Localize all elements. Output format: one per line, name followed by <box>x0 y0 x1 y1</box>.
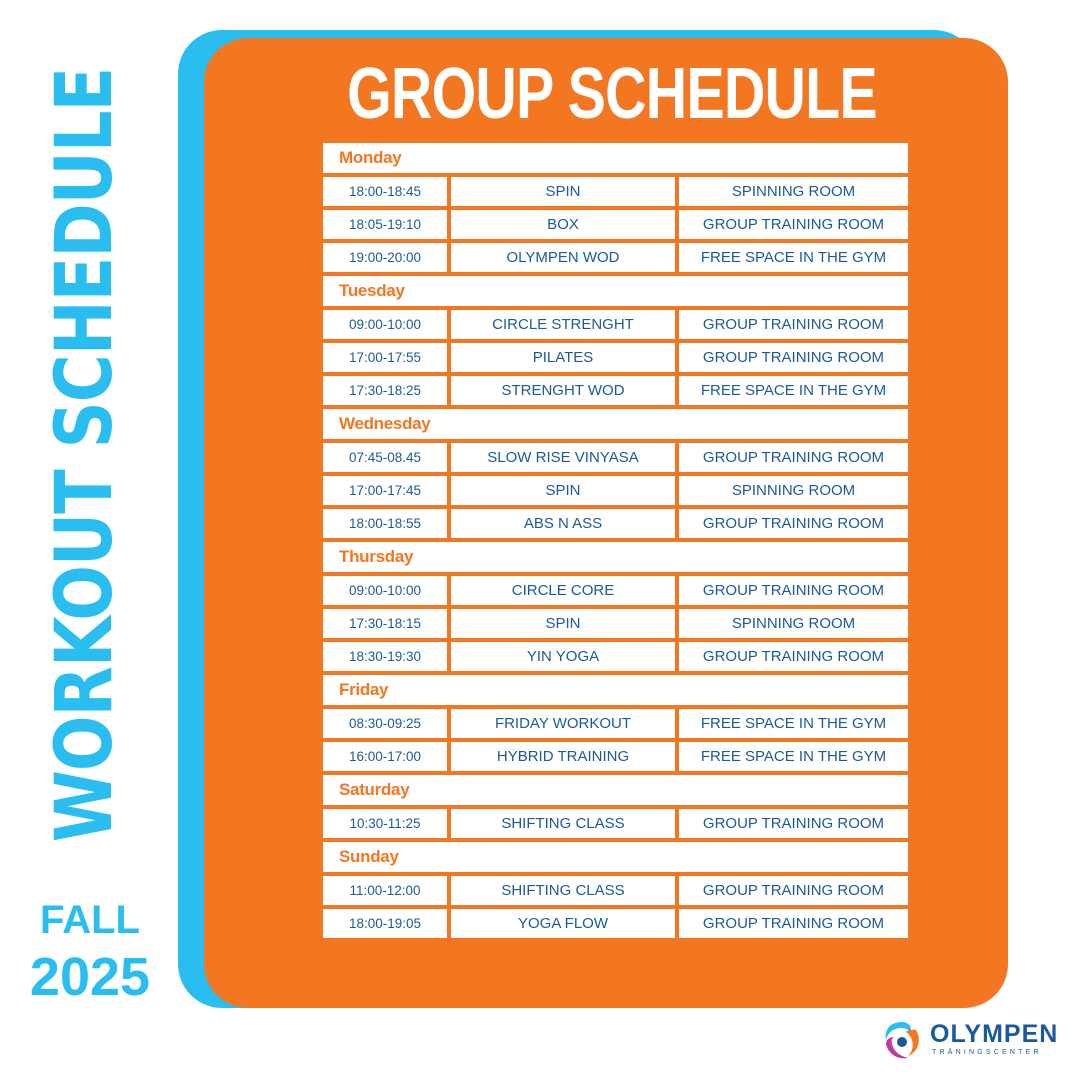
session-class: SPIN <box>451 177 675 206</box>
schedule-row <box>323 576 908 605</box>
schedule-row <box>323 709 908 738</box>
session-time: 17:30-18:25 <box>323 376 447 405</box>
session-time: 17:00-17:55 <box>323 343 447 372</box>
schedule-row <box>323 310 908 339</box>
session-class: STRENGHT WOD <box>451 376 675 405</box>
season-year: 2025 <box>29 947 151 1007</box>
session-room: SPINNING ROOM <box>679 609 908 638</box>
session-class: CIRCLE STRENGHT <box>451 310 675 339</box>
session-room: FREE SPACE IN THE GYM <box>679 376 908 405</box>
session-class: ABS N ASS <box>451 509 675 538</box>
olympen-logo <box>880 1018 1060 1064</box>
side-title: WORKOUT SCHEDULE <box>40 67 130 843</box>
olympen-swirl-icon <box>880 1018 924 1062</box>
session-class: CIRCLE CORE <box>451 576 675 605</box>
day-header-wednesday: Wednesday <box>323 409 908 439</box>
schedule-table <box>323 143 908 942</box>
page-title: GROUP SCHEDULE <box>347 54 877 134</box>
session-room: GROUP TRAINING ROOM <box>679 443 908 472</box>
session-time: 09:00-10:00 <box>323 576 447 605</box>
schedule-row <box>323 876 908 905</box>
session-class: SHIFTING CLASS <box>451 809 675 838</box>
session-time: 17:00-17:45 <box>323 476 447 505</box>
session-time: 10:30-11:25 <box>323 809 447 838</box>
session-time: 09:00-10:00 <box>323 310 447 339</box>
day-header-tuesday: Tuesday <box>323 276 908 306</box>
schedule-row <box>323 243 908 272</box>
schedule-row <box>323 742 908 771</box>
session-class: YOGA FLOW <box>451 909 675 938</box>
session-room: GROUP TRAINING ROOM <box>679 809 908 838</box>
season-label: FALL <box>40 898 140 942</box>
schedule-row <box>323 177 908 206</box>
session-room: FREE SPACE IN THE GYM <box>679 243 908 272</box>
session-time: 07:45-08.45 <box>323 443 447 472</box>
session-room: GROUP TRAINING ROOM <box>679 509 908 538</box>
session-time: 18:05-19:10 <box>323 210 447 239</box>
session-class: BOX <box>451 210 675 239</box>
session-time: 19:00-20:00 <box>323 243 447 272</box>
session-class: SLOW RISE VINYASA <box>451 443 675 472</box>
session-room: GROUP TRAINING ROOM <box>679 310 908 339</box>
day-header-thursday: Thursday <box>323 542 908 572</box>
session-class: OLYMPEN WOD <box>451 243 675 272</box>
session-class: FRIDAY WORKOUT <box>451 709 675 738</box>
session-room: GROUP TRAINING ROOM <box>679 642 908 671</box>
session-time: 08:30-09:25 <box>323 709 447 738</box>
session-room: SPINNING ROOM <box>679 476 908 505</box>
session-room: FREE SPACE IN THE GYM <box>679 709 908 738</box>
session-room: GROUP TRAINING ROOM <box>679 876 908 905</box>
session-time: 17:30-18:15 <box>323 609 447 638</box>
session-class: YIN YOGA <box>451 642 675 671</box>
schedule-row <box>323 809 908 838</box>
day-header-sunday: Sunday <box>323 842 908 872</box>
day-header-saturday: Saturday <box>323 775 908 805</box>
session-room: FREE SPACE IN THE GYM <box>679 742 908 771</box>
logo-wordmark: OLYMPEN <box>930 1020 1059 1048</box>
session-class: HYBRID TRAINING <box>451 742 675 771</box>
logo-tagline: TRÄNINGSCENTER <box>932 1049 1042 1056</box>
session-time: 18:30-19:30 <box>323 642 447 671</box>
session-class: SHIFTING CLASS <box>451 876 675 905</box>
session-room: GROUP TRAINING ROOM <box>679 343 908 372</box>
session-room: SPINNING ROOM <box>679 177 908 206</box>
session-time: 18:00-19:05 <box>323 909 447 938</box>
schedule-row <box>323 443 908 472</box>
schedule-row <box>323 210 908 239</box>
schedule-row <box>323 476 908 505</box>
session-room: GROUP TRAINING ROOM <box>679 576 908 605</box>
session-time: 16:00-17:00 <box>323 742 447 771</box>
day-header-monday: Monday <box>323 143 908 173</box>
schedule-row <box>323 509 908 538</box>
schedule-row <box>323 376 908 405</box>
session-time: 18:00-18:55 <box>323 509 447 538</box>
day-header-friday: Friday <box>323 675 908 705</box>
schedule-row <box>323 343 908 372</box>
schedule-row <box>323 642 908 671</box>
session-room: GROUP TRAINING ROOM <box>679 909 908 938</box>
session-room: GROUP TRAINING ROOM <box>679 210 908 239</box>
session-class: SPIN <box>451 476 675 505</box>
session-class: SPIN <box>451 609 675 638</box>
session-time: 11:00-12:00 <box>323 876 447 905</box>
schedule-row <box>323 909 908 938</box>
schedule-row <box>323 609 908 638</box>
session-time: 18:00-18:45 <box>323 177 447 206</box>
session-class: PILATES <box>451 343 675 372</box>
